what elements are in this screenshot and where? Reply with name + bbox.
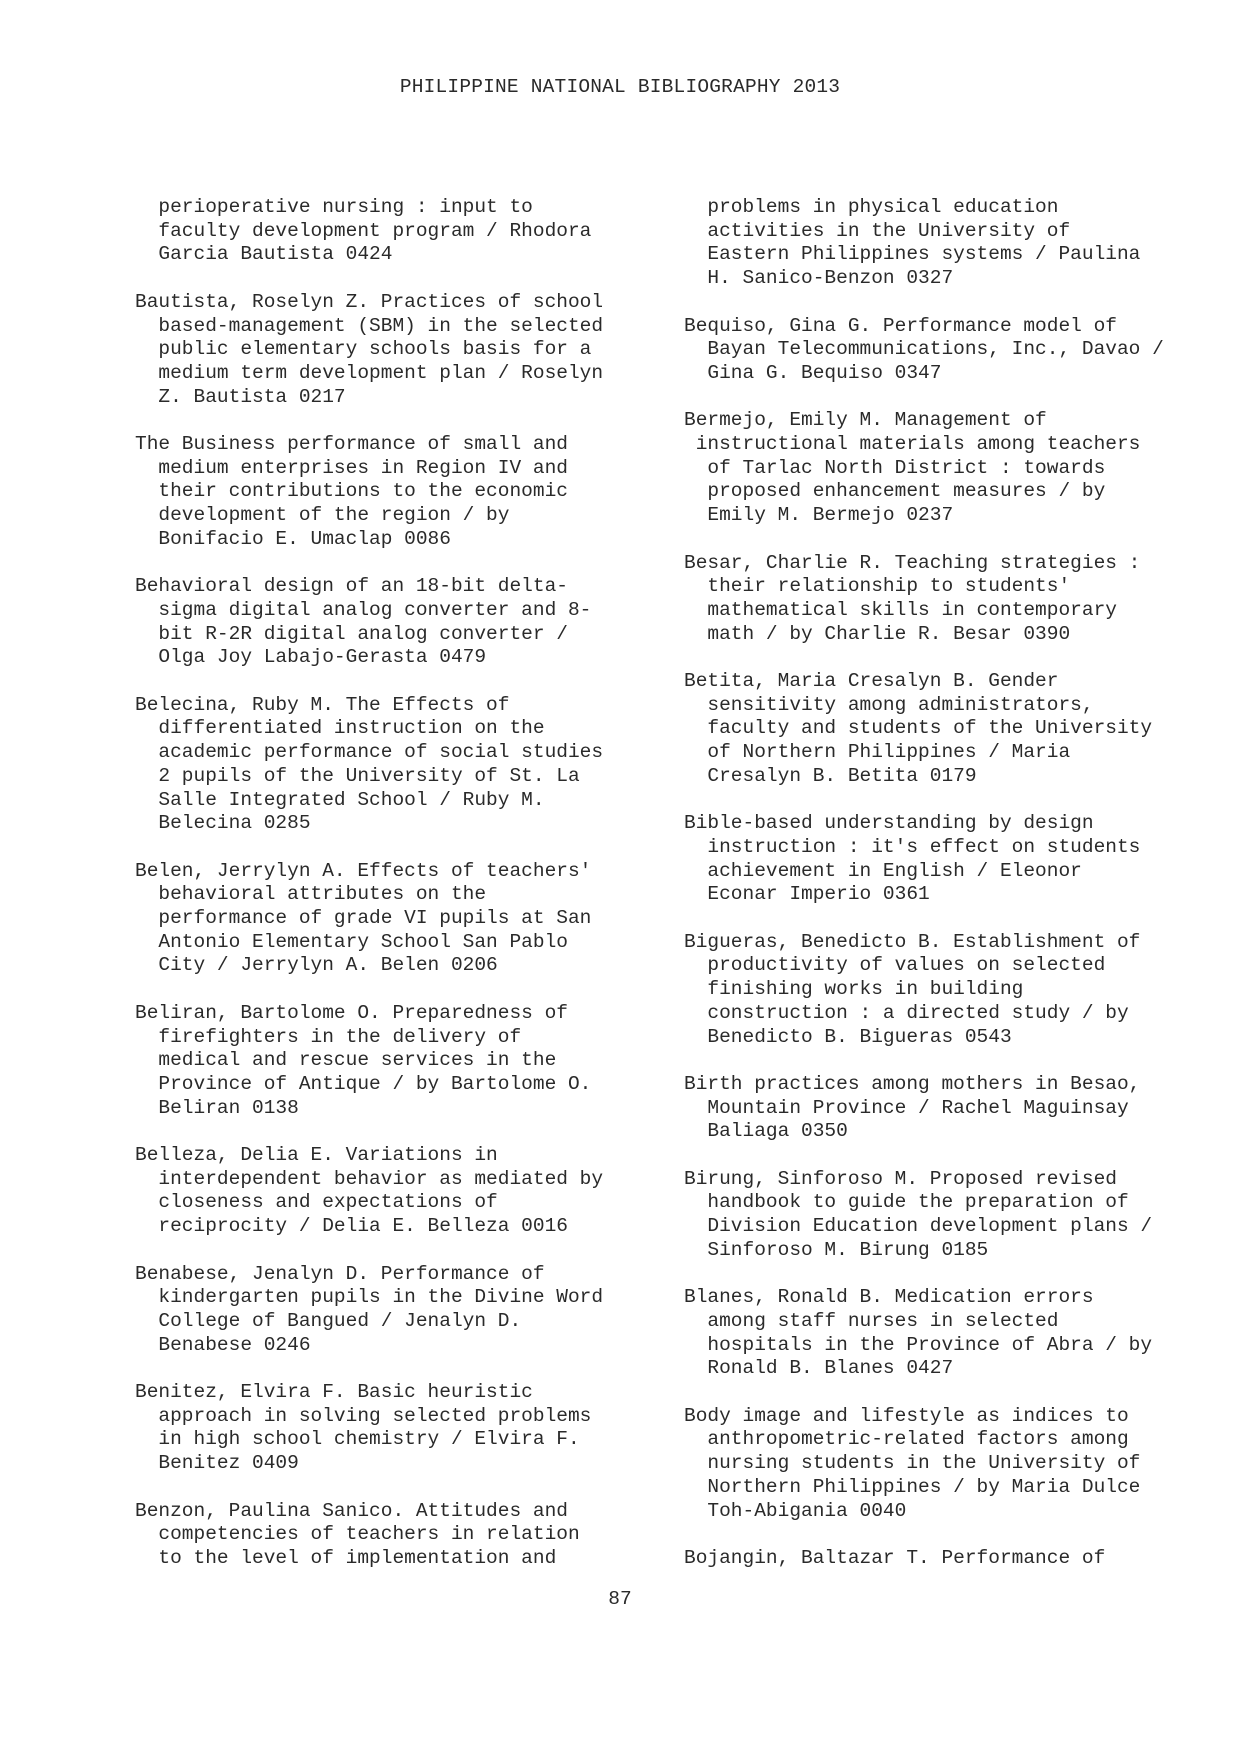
bibliography-entry: Body image and lifestyle as indices to anthropometric-related factors among nursing students in the University of Northern Philippines / by Maria Dulce Toh-Abigania 0040: [684, 1404, 1141, 1522]
right-column: [684, 196, 1204, 1594]
bibliography-entry: Beliran, Bartolome O. Preparedness of firefighters in the delivery of medical and rescue services in the Province of Antique / by Bartolome O. Beliran 0138: [135, 1001, 592, 1119]
bibliography-entry: Behavioral design of an 18-bit delta- sigma digital analog converter and 8- bit R-2R digital analog converter / Olga Joy Labajo-Gerasta 0479: [135, 575, 592, 669]
bibliography-entry: Bible-based understanding by design instruction : it's effect on students achievement in English / Eleonor Econar Imperio 0361: [684, 812, 1141, 906]
bibliography-entry: perioperative nursing : input to faculty development program / Rhodora Garcia Bautista 0424: [158, 196, 592, 266]
bibliography-entry: Bautista, Roselyn Z. Practices of school based-management (SBM) in the selected public elementary schools basis for a medium term development plan / Roselyn Z. Bautista 0217: [135, 290, 604, 408]
bibliography-entry: Benzon, Paulina Sanico. Attitudes and competencies of teachers in relation to the level of implementation and: [135, 1499, 580, 1569]
bibliography-entry: Bojangin, Baltazar T. Performance of: [684, 1546, 1106, 1569]
bibliography-entry: Besar, Charlie R. Teaching strategies : their relationship to students' mathematical skills in contemporary math / by Charlie R. Besar 0390: [684, 551, 1141, 645]
page-header: PHILIPPINE NATIONAL BIBLIOGRAPHY 2013: [399, 76, 841, 98]
bibliography-entry: Benitez, Elvira F. Basic heuristic approach in solving selected problems in high school chemistry / Elvira F. Benitez 0409: [135, 1381, 592, 1475]
bibliography-entry: Bermejo, Emily M. Management of instructional materials among teachers of Tarlac North District : towards proposed enhancement measures / by Emily M. Bermejo 0237: [684, 409, 1141, 527]
left-column: [135, 196, 655, 1594]
bibliography-entry: The Business performance of small and medium enterprises in Region IV and their contributions to the economic development of the region / by Bonifacio E. Umaclap 0086: [135, 433, 568, 550]
bibliography-entry: Belleza, Delia E. Variations in interdependent behavior as mediated by closeness and expectations of reciprocity / Delia E. Belleza 0016: [135, 1144, 604, 1238]
bibliography-entry: Birung, Sinforoso M. Proposed revised handbook to guide the preparation of Division Education development plans / Sinforoso M. Birung 0185: [684, 1167, 1153, 1261]
bibliography-entry: Betita, Maria Cresalyn B. Gender sensitivity among administrators, faculty and students of the University of Northern Philippines / Maria Cresalyn B. Betita 0179: [684, 670, 1153, 787]
bibliography-entry: Blanes, Ronald B. Medication errors among staff nurses in selected hospitals in the Province of Abra / by Ronald B. Blanes 0427: [684, 1286, 1153, 1380]
bibliography-entry: Bigueras, Benedicto B. Establishment of productivity of values on selected finishing works in building construction : a directed study / by Benedicto B. Bigueras 0543: [684, 930, 1141, 1048]
bibliography-entry: Benabese, Jenalyn D. Performance of kindergarten pupils in the Divine Word College of Bangued / Jenalyn D. Benabese 0246: [135, 1262, 604, 1356]
bibliography-entry: Belen, Jerrylyn A. Effects of teachers' behavioral attributes on the performance of grade VI pupils at San Antonio Elementary School San Pablo City / Jerrylyn A. Belen 0206: [135, 859, 592, 977]
bibliography-entry: problems in physical education activities in the University of Eastern Philippines systems / Paulina H. Sanico-Benzon 0327: [707, 196, 1141, 290]
page-number: 87: [608, 1588, 632, 1610]
bibliography-entry: Birth practices among mothers in Besao, Mountain Province / Rachel Maguinsay Baliaga 0350: [684, 1072, 1141, 1143]
bibliography-entry: Belecina, Ruby M. The Effects of differentiated instruction on the academic performance of social studies 2 pupils of the University of St. La Salle Integrated School / Ruby M. Belecina 0285: [135, 693, 604, 835]
bibliography-entry: Bequiso, Gina G. Performance model of Bayan Telecommunications, Inc., Davao / Gina G. Bequiso 0347: [684, 314, 1164, 384]
